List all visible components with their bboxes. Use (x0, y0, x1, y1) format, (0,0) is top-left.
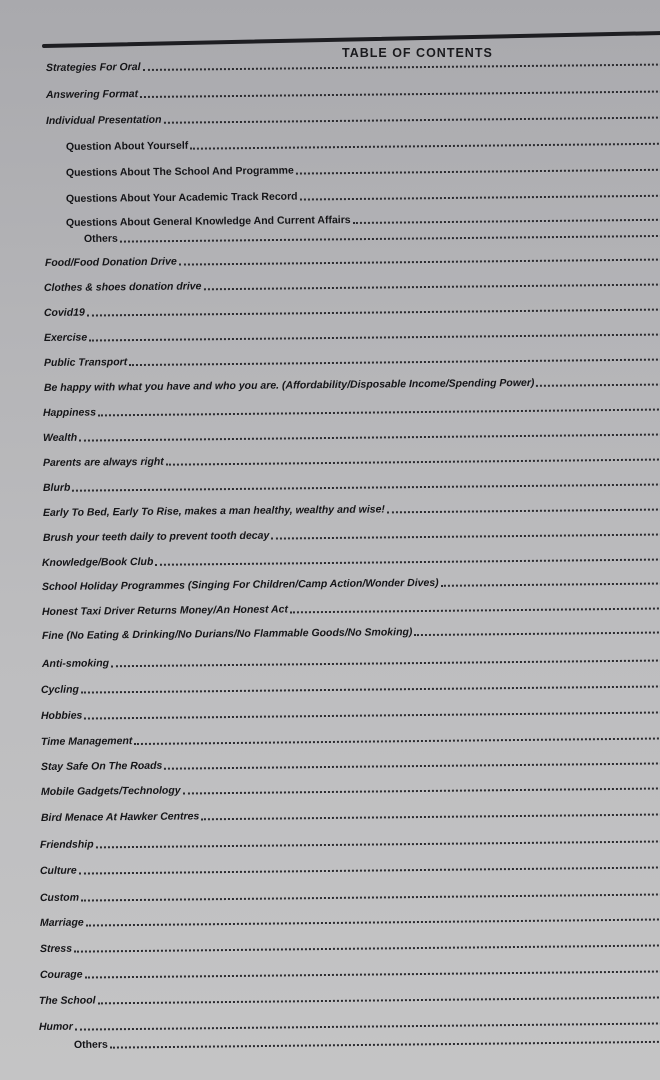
toc-entry[interactable] (43, 446, 660, 469)
toc-entry-label: The School (38, 994, 96, 1007)
dot-leader (155, 558, 660, 565)
dot-leader (81, 685, 660, 693)
toc-entry-label: Courage (39, 968, 83, 981)
toc-entry-label: School Holiday Programmes (Singing For Children/Camp Action/Wonder Dives) (41, 576, 439, 593)
toc-entry[interactable] (42, 619, 660, 642)
toc-entry-label: Happiness (42, 406, 97, 419)
toc-entry[interactable] (42, 546, 660, 569)
toc-entry-label: Covid19 (43, 306, 85, 319)
toc-entry[interactable] (44, 321, 660, 344)
toc-entry[interactable] (41, 801, 660, 824)
toc-entry-label: Stress (39, 942, 73, 955)
toc-entry[interactable] (40, 932, 660, 955)
dot-leader (203, 283, 660, 290)
toc-entry[interactable] (40, 958, 660, 981)
toc-entry-label: Question About Yourself (65, 139, 189, 153)
toc-entry-label: Blurb (42, 481, 71, 494)
dot-leader (96, 840, 660, 848)
toc-entry-label: Others (73, 1038, 108, 1051)
toc-entry-label: Hobbies (40, 709, 83, 722)
toc-entry-label: Cycling (40, 683, 79, 696)
toc-entry-label: Questions About General Knowledge And Current Affairs (65, 214, 351, 229)
dot-leader (183, 787, 660, 794)
toc-entry-label: Clothes & shoes donation drive (43, 280, 202, 294)
toc-entry-label: Wealth (42, 431, 78, 444)
toc-entry-label: Be happy with what you have and who you are. (Affordability/Disposable Income/Spending Power) (43, 376, 535, 394)
page-title: TABLE OF CONTENTS (342, 46, 493, 60)
toc-entry[interactable] (44, 271, 660, 294)
toc-entry[interactable] (44, 346, 660, 369)
dot-leader (84, 711, 660, 719)
toc-entry-label: Friendship (39, 838, 94, 851)
toc-entry[interactable] (43, 496, 660, 519)
toc-entry-label: Fine (No Eating & Drinking/No Durians/No Flammable Goods/No Smoking) (41, 626, 413, 642)
dot-leader (441, 582, 660, 586)
toc-entry-label: Anti-smoking (41, 657, 110, 670)
toc-entry-label: Exercise (43, 331, 88, 344)
dot-leader (134, 737, 660, 745)
dot-leader (98, 408, 660, 416)
dot-leader (120, 235, 660, 243)
dot-leader (387, 508, 660, 513)
dot-leader (81, 893, 660, 901)
dot-leader (300, 195, 660, 201)
toc-entry[interactable] (43, 396, 660, 419)
toc-entry-label: Mobile Gadgets/Technology (40, 784, 181, 798)
toc-entry[interactable] (43, 421, 660, 444)
dot-leader (79, 866, 660, 874)
toc-entry-label: Marriage (39, 916, 84, 929)
dot-leader (414, 631, 660, 636)
toc-entry[interactable] (66, 157, 660, 179)
toc-entry[interactable] (42, 570, 660, 593)
dot-leader (296, 169, 660, 175)
toc-entry[interactable] (40, 906, 660, 929)
toc-entry[interactable] (44, 296, 660, 319)
dot-leader (190, 143, 660, 150)
toc-entry-label: Others (83, 232, 118, 245)
toc-entry-label: Answering Format (45, 88, 139, 101)
toc-entry-label: Stay Safe On The Roads (40, 759, 163, 773)
toc-entry[interactable] (41, 699, 660, 722)
toc-entry-label: Questions About The School And Programme (65, 164, 294, 179)
dot-leader (179, 258, 660, 265)
dot-leader (98, 996, 660, 1004)
toc-entry-label: Food/Food Donation Drive (44, 255, 177, 269)
toc-entry-label: Honest Taxi Driver Returns Money/An Honest Act (41, 603, 289, 618)
toc-entry-label: Strategies For Oral (45, 61, 141, 74)
dot-leader (140, 90, 660, 98)
dot-leader (164, 762, 660, 769)
dot-leader (111, 659, 660, 667)
dot-leader (142, 63, 660, 71)
toc-entry-label: Bird Menace At Hawker Centres (40, 810, 200, 824)
toc-entry-label: Custom (39, 891, 80, 904)
toc-entry-label: Culture (39, 864, 77, 877)
toc-entry[interactable] (41, 725, 660, 748)
toc-entry[interactable] (40, 828, 660, 851)
toc-entry[interactable] (66, 183, 660, 205)
dot-leader (72, 483, 660, 491)
dot-leader (110, 1041, 660, 1049)
dot-leader (163, 116, 660, 123)
dot-leader (74, 944, 660, 952)
toc-entry-label: Individual Presentation (45, 113, 162, 127)
toc-entry-label: Questions About Your Academic Track Record (65, 190, 298, 205)
dot-leader (271, 533, 660, 539)
toc-entry[interactable] (40, 881, 660, 904)
dot-leader (536, 383, 660, 386)
toc-entry-label: Public Transport (43, 356, 128, 369)
toc-entry[interactable] (40, 854, 660, 877)
toc-entry[interactable] (43, 521, 660, 544)
dot-leader (85, 970, 660, 978)
dot-leader (290, 607, 660, 613)
toc-entry[interactable] (41, 673, 660, 696)
toc-entry[interactable] (45, 246, 660, 269)
toc-entry[interactable] (66, 131, 660, 153)
toc-entry[interactable] (41, 775, 660, 798)
toc-entry[interactable] (44, 371, 660, 394)
toc-entry[interactable] (42, 647, 660, 670)
toc-entry[interactable] (46, 104, 660, 127)
dot-leader (79, 433, 660, 441)
dot-leader (129, 358, 660, 366)
toc-entry[interactable] (46, 78, 660, 101)
toc-entry[interactable] (39, 984, 660, 1007)
toc-entry[interactable] (41, 750, 660, 773)
toc-entry-label: Early To Bed, Early To Rise, makes a man healthy, wealthy and wise! (42, 503, 385, 519)
toc-entry-label: Knowledge/Book Club (41, 555, 154, 569)
toc-entry[interactable] (42, 595, 660, 618)
dot-leader (87, 308, 660, 316)
dot-leader (89, 333, 660, 341)
toc-entry[interactable] (46, 51, 660, 74)
toc-entry-label: Time Management (40, 735, 133, 748)
dot-leader (86, 918, 660, 926)
dot-leader (166, 458, 660, 465)
toc-entry-label: Humor (38, 1020, 73, 1033)
toc-entry-label: Brush your teeth daily to prevent tooth decay (42, 529, 270, 544)
toc-entry-label: Parents are always right (42, 455, 164, 469)
dot-leader (201, 813, 660, 820)
toc-entry[interactable] (74, 1029, 660, 1051)
toc-entry[interactable] (43, 471, 660, 494)
